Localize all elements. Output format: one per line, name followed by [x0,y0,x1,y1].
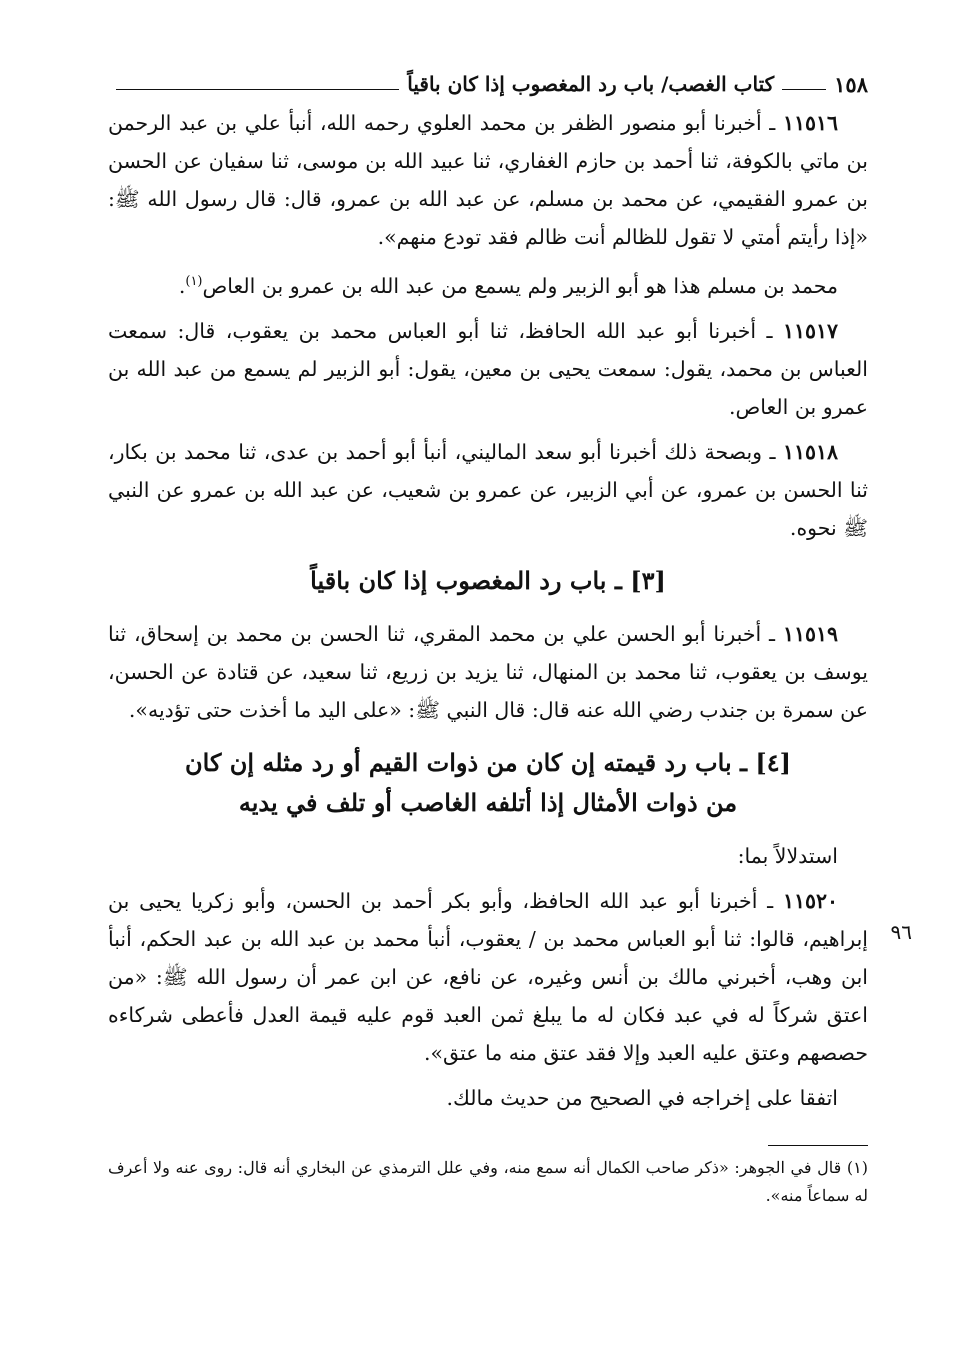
hadith-number: ١١٥١٩ [782,621,838,646]
section-heading-3: [٣] ـ باب رد المغصوب إذا كان باقياً [310,565,666,595]
section-heading-4 [108,743,868,823]
footnote: (١) قال في الجوهر: «ذكر صاحب الكمال أنه سمع منه، وفي علل الترمذي عن البخاري أنه قال: روى عنه ولا أعرف له سماعاً منه». [108,1157,868,1205]
hadith-11517 [108,312,868,426]
hadith-number: ١١٥١٧ [782,318,838,343]
book-page [108,64,912,1210]
closing-remark: اتفقا على إخراجه في الصحيح من حديث مالك. [446,1085,838,1110]
running-title: كتاب الغصب/ باب رد المغصوب إذا كان باقياً [407,72,775,96]
margin-page-marker: ٩٦ [890,919,912,944]
hadith-11519 [108,615,868,729]
footnote-reference: (١) [185,274,203,289]
header-rule-long [116,89,399,90]
commentary-end: . [178,273,186,298]
running-header [108,64,868,104]
intro-line: استدلالاً بما: [737,843,838,868]
commentary-text: محمد بن مسلم هذا هو أبو الزبير ولم يسمع من عبد الله بن عمرو بن العاص [202,273,838,298]
footnote-rule [768,1145,868,1146]
hadith-11520-block [108,882,912,1072]
hadith-11520 [108,882,868,1072]
hadith-11518 [108,433,868,547]
commentary-paragraph [108,263,868,305]
hadith-text: ـ وبصحة ذلك أخبرنا أبو سعد الماليني، أنبأ أبو أحمد بن عدى، ثنا محمد بن بكار، ثنا الحسن بن عمرو، عن أبي الزبير، عن عمرو بن شعيب، عن عبد الله بن عمرو عن النبي ﷺ نحوه. [108,439,868,540]
hadith-number: ١١٥١٨ [782,439,838,464]
hadith-number: ١١٥١٦ [782,111,838,135]
hadith-11516 [108,104,868,256]
header-rule [782,89,826,90]
hadith-text: ـ أخبرنا أبو منصور الظفر بن محمد العلوي رحمه الله، أنبأ علي بن عبد الرحمن بن ماتي بالكوفة، ثنا أحمد بن حازم الغفاري، ثنا عبيد الله بن موسى، ثنا سفيان عن الحسن بن عمرو الفقيمي، عن محمد بن مسلم، عن عبد الله بن عمرو، قال: قال رسول الله ﷺ: «إذا رأيتم أمتي لا تقول للظالم أنت ظالم فقد تودع منهم». [108,111,868,249]
hadith-text: ـ أخبرنا أبو عبد الله الحافظ، وأبو بكر أحمد بن الحسن، وأبو زكريا يحيى بن إبراهيم، قالوا: ثنا أبو العباس محمد بن / يعقوب، أنبأ محمد بن عبد الله بن عبد الحكم، أنبأ ابن وهب، أخبرني مالك بن أنس وغيره، عن نافع، عن ابن عمر أن رسول الله ﷺ: «من اعتق شركاً له في عبد فكان له ما يبلغ ثمن العبد قوم عليه قيمة العدل فأعطى شركاءه حصصهم وعتق عليه العبد وإلا فقد عتق منه ما عتق». [108,888,868,1065]
section-heading-line-1: [٤] ـ باب رد قيمته إن كان من ذوات القيم أو رد مثله إن كان [185,747,791,777]
hadith-text: ـ أخبرنا أبو عبد الله الحافظ، ثنا أبو العباس محمد بن يعقوب، قال: سمعت العباس بن محمد، يقول: سمعت يحيى بن معين، يقول: أبو الزبير لم يسمع من عبد الله بن عمرو بن العاص. [108,318,868,419]
page-number: ١٥٨ [834,71,868,97]
hadith-text: ـ أخبرنا أبو الحسن علي بن محمد المقري، ثنا الحسن بن محمد بن إسحاق، ثنا يوسف بن يعقوب، ثنا محمد بن المنهال، ثنا يزيد بن زريع، ثنا سعيد، عن قتادة عن الحسن، عن سمرة بن جندب رضي الله عنه قال: قال النبي ﷺ: «على اليد ما أخذت حتى تؤديه». [108,621,868,722]
hadith-number: ١١٥٢٠ [782,888,838,913]
section-heading-line-2: من ذوات الأمثال إذا أتلفه الغاصب أو تلف في يديه [238,787,738,817]
